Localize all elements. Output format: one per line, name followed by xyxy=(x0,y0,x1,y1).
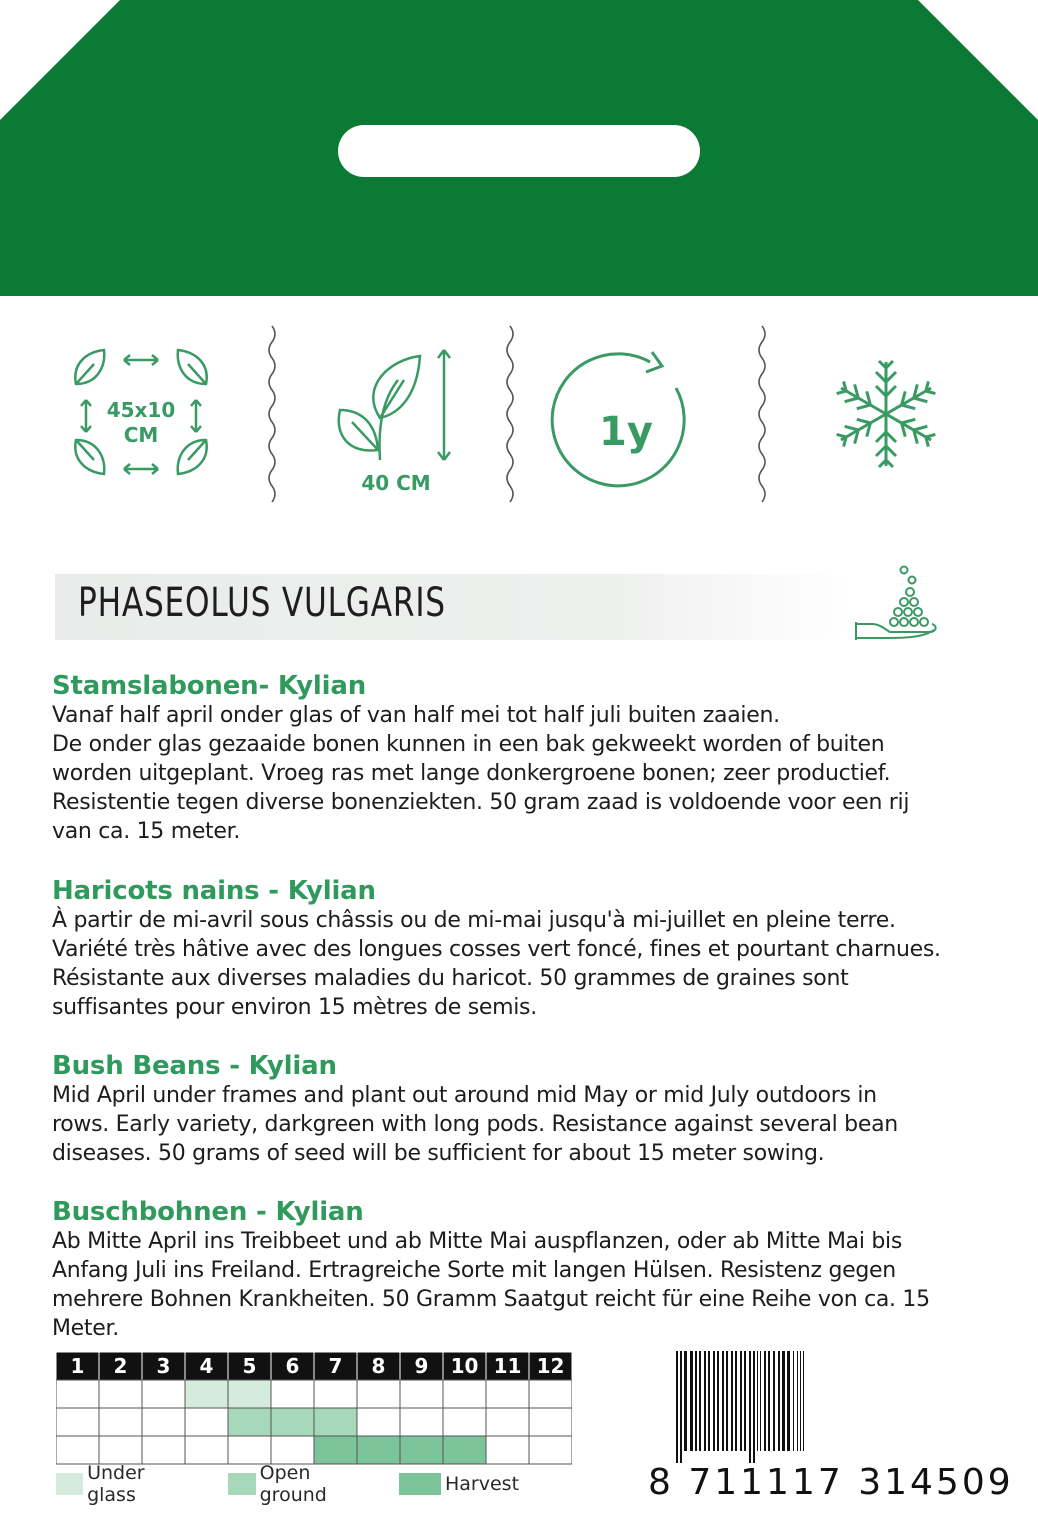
calendar-cell-active xyxy=(400,1436,443,1464)
legend-label: Open ground xyxy=(259,1462,327,1506)
month-label: 8 xyxy=(371,1354,386,1378)
sowing-calendar xyxy=(56,1352,572,1472)
barcode-bar xyxy=(793,1351,794,1451)
calendar-cell xyxy=(185,1408,228,1436)
barcode-bar xyxy=(800,1351,801,1451)
info-icons-row xyxy=(0,320,1038,510)
section-fr xyxy=(52,876,972,1022)
calendar-cell xyxy=(271,1380,314,1408)
legend-under-glass xyxy=(56,1462,160,1506)
legend-swatch xyxy=(56,1473,83,1495)
calendar-cell xyxy=(99,1436,142,1464)
barcode-bar xyxy=(713,1351,715,1451)
legend-harvest xyxy=(399,1472,519,1496)
height-label: 40 CM xyxy=(361,471,431,495)
lifecycle-label: 1y xyxy=(599,409,653,455)
section-nl xyxy=(52,671,972,846)
calendar-cell-active xyxy=(357,1436,400,1464)
barcode-bar xyxy=(680,1351,682,1463)
barcode-bar xyxy=(749,1351,751,1463)
month-label: 10 xyxy=(450,1354,479,1378)
barcode-bar xyxy=(760,1351,761,1451)
barcode-bar xyxy=(797,1351,798,1451)
barcode-bar xyxy=(704,1351,706,1451)
calendar-cell xyxy=(314,1380,357,1408)
calendar-cell xyxy=(142,1436,185,1464)
calendar-cell xyxy=(56,1408,99,1436)
barcode-bar xyxy=(803,1351,804,1451)
month-label: 5 xyxy=(242,1354,257,1378)
snowflake-icon xyxy=(835,361,937,467)
section-title: Bush Beans - Kylian xyxy=(52,1051,337,1081)
barcode-bar xyxy=(735,1351,737,1451)
divider-3 xyxy=(759,326,765,502)
barcode-bar xyxy=(773,1351,775,1451)
barcode-bar xyxy=(740,1351,742,1451)
section-line: Resistentie tegen diverse bonenziekten. 50 gram zaad is voldoende voor een rij xyxy=(52,790,910,815)
section-line: Résistante aux diverses maladies du haricot. 50 grammes de graines sont xyxy=(52,966,849,991)
calendar-cell xyxy=(443,1380,486,1408)
section-line: suffisantes pour environ 15 mètres de semis. xyxy=(52,995,537,1020)
section-line: Mid April under frames and plant out around mid May or mid July outdoors in xyxy=(52,1083,877,1108)
month-label: 1 xyxy=(70,1354,85,1378)
month-label: 7 xyxy=(328,1354,343,1378)
legend-swatch xyxy=(228,1473,256,1495)
month-label: 2 xyxy=(113,1354,128,1378)
section-line: À partir de mi-avril sous châssis ou de mi-mai jusqu'à mi-juillet en pleine terre. xyxy=(52,908,896,933)
calendar-cell xyxy=(56,1436,99,1464)
latin-name: PHASEOLUS VULGARIS xyxy=(78,580,446,626)
section-line: Meter. xyxy=(52,1316,119,1341)
section-line: rows. Early variety, darkgreen with long pods. Resistance against several bean xyxy=(52,1112,898,1137)
barcode-bars xyxy=(676,1351,804,1463)
calendar-cell xyxy=(56,1380,99,1408)
spacing-label-2: CM xyxy=(123,423,159,447)
section-line: Variété très hâtive avec des longues cosses vert foncé, fines et pourtant charnues. xyxy=(52,937,941,962)
calendar-cell xyxy=(357,1408,400,1436)
barcode-bar xyxy=(676,1351,678,1463)
section-de xyxy=(52,1197,972,1343)
legend-swatch xyxy=(399,1473,441,1495)
barcode-bar xyxy=(744,1351,746,1451)
barcode-bar xyxy=(684,1351,687,1451)
barcode xyxy=(672,1351,942,1467)
month-label: 9 xyxy=(414,1354,429,1378)
calendar-cell-active xyxy=(228,1380,271,1408)
barcode-bar xyxy=(757,1351,758,1451)
section-line: mehrere Bohnen Krankheiten. 50 Gramm Saatgut reicht für eine Reihe von ca. 15 xyxy=(52,1287,930,1312)
barcode-bar xyxy=(722,1351,724,1451)
calendar-cell xyxy=(529,1408,572,1436)
section-en xyxy=(52,1051,972,1168)
calendar-cell xyxy=(357,1380,400,1408)
barcode-bar xyxy=(778,1351,780,1451)
plant-height-icon xyxy=(339,350,450,460)
calendar-cell-active xyxy=(185,1380,228,1408)
section-line: De onder glas gezaaide bonen kunnen in een bak gekweekt worden of buiten xyxy=(52,732,885,757)
calendar-cell-active xyxy=(314,1408,357,1436)
barcode-bar xyxy=(717,1351,719,1451)
barcode-bar xyxy=(726,1351,728,1451)
calendar-cell xyxy=(486,1408,529,1436)
calendar-cell xyxy=(228,1436,271,1464)
barcode-bar xyxy=(699,1351,701,1451)
calendar-cell-active xyxy=(271,1408,314,1436)
calendar-cell xyxy=(185,1436,228,1464)
legend-label: Under glass xyxy=(87,1462,145,1506)
calendar-cell xyxy=(486,1380,529,1408)
calendar-cell xyxy=(142,1380,185,1408)
section-line: Vanaf half april onder glas of van half mei tot half juli buiten zaaien. xyxy=(52,703,780,728)
legend-label: Harvest xyxy=(445,1473,520,1495)
barcode-digits: 8 711117 314509 xyxy=(648,1462,1014,1503)
month-label: 4 xyxy=(199,1354,214,1378)
calendar-cell xyxy=(529,1436,572,1464)
month-label: 3 xyxy=(156,1354,171,1378)
section-line: Anfang Juli ins Freiland. Ertragreiche Sorte mit langen Hülsen. Resistenz gegen xyxy=(52,1258,896,1283)
packet-header xyxy=(0,0,1038,296)
divider-1 xyxy=(269,326,275,502)
calendar-cell xyxy=(99,1408,142,1436)
section-line: worden uitgeplant. Vroeg ras met lange donkergroene bonen; zeer productief. xyxy=(52,761,891,786)
barcode-bar xyxy=(690,1351,693,1451)
calendar-cell-active xyxy=(314,1436,357,1464)
barcode-bar xyxy=(695,1351,697,1451)
barcode-bar xyxy=(753,1351,755,1463)
calendar-cell-active xyxy=(228,1408,271,1436)
month-label: 6 xyxy=(285,1354,300,1378)
section-title: Haricots nains - Kylian xyxy=(52,876,376,906)
calendar-cell xyxy=(529,1380,572,1408)
seed-in-hand-icon xyxy=(852,562,942,648)
barcode-bar xyxy=(708,1351,710,1451)
section-title: Stamslabonen- Kylian xyxy=(52,671,367,701)
hanger-hole xyxy=(338,125,700,177)
calendar-cell xyxy=(142,1408,185,1436)
section-line: diseases. 50 grams of seed will be sufficient for about 15 meter sowing. xyxy=(52,1141,825,1166)
barcode-bar xyxy=(731,1351,733,1451)
month-label: 11 xyxy=(493,1354,522,1378)
calendar-cell xyxy=(271,1436,314,1464)
calendar-cell-active xyxy=(443,1436,486,1464)
spacing-label-1: 45x10 xyxy=(106,398,176,422)
section-line: Ab Mitte April ins Treibbeet und ab Mitte Mai auspflanzen, oder ab Mitte Mai bis xyxy=(52,1229,902,1254)
section-line: van ca. 15 meter. xyxy=(52,819,241,844)
calendar-cell xyxy=(400,1380,443,1408)
barcode-bar xyxy=(768,1351,770,1451)
month-label: 12 xyxy=(536,1354,565,1378)
calendar-cell xyxy=(443,1408,486,1436)
calendar-cell xyxy=(486,1436,529,1464)
barcode-bar xyxy=(764,1351,766,1451)
calendar-cell xyxy=(99,1380,142,1408)
barcode-bar xyxy=(782,1351,785,1451)
divider-2 xyxy=(507,326,513,502)
barcode-bar xyxy=(787,1351,790,1451)
section-title: Buschbohnen - Kylian xyxy=(52,1197,364,1227)
calendar-cell xyxy=(400,1408,443,1436)
legend-open-ground xyxy=(228,1462,341,1506)
